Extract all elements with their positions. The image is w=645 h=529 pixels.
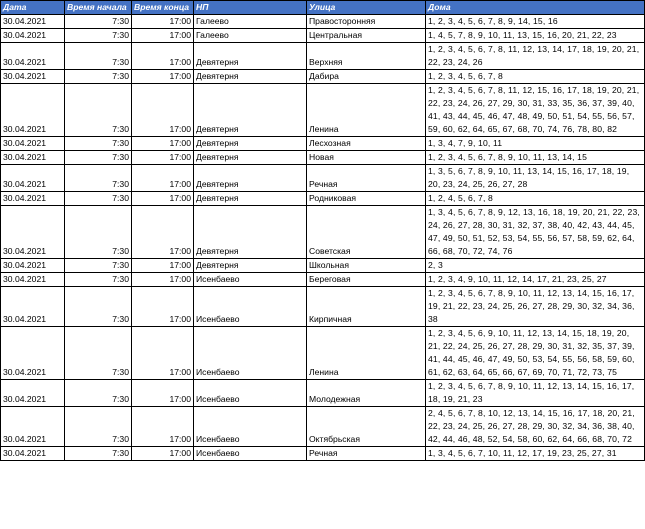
table-row — [1, 15, 645, 29]
cell-settlement[interactable]: Галеево — [194, 15, 307, 29]
cell-street[interactable]: Центральная — [307, 29, 426, 43]
cell-date[interactable]: 30.04.2021 — [1, 206, 65, 259]
cell-houses[interactable]: 1, 2, 3, 4, 5, 6, 7, 8, 9, 14, 15, 16 — [426, 15, 645, 29]
cell-start-time[interactable]: 7:30 — [65, 380, 132, 407]
header-end-time[interactable]: Время конца — [132, 1, 194, 15]
cell-houses[interactable]: 1, 2, 3, 4, 5, 6, 7, 8, 9, 10, 11, 13, 14, 15 — [426, 151, 645, 165]
header-settlement[interactable]: НП — [194, 1, 307, 15]
table-row — [1, 43, 645, 70]
cell-start-time[interactable]: 7:30 — [65, 407, 132, 447]
cell-houses[interactable]: 1, 2, 4, 5, 6, 7, 8 — [426, 192, 645, 206]
cell-start-time[interactable]: 7:30 — [65, 327, 132, 380]
cell-start-time[interactable]: 7:30 — [65, 192, 132, 206]
cell-street[interactable]: Ленина — [307, 327, 426, 380]
cell-settlement[interactable]: Девятерня — [194, 151, 307, 165]
cell-start-time[interactable]: 7:30 — [65, 15, 132, 29]
cell-street[interactable]: Кирпичная — [307, 287, 426, 327]
cell-settlement[interactable]: Исенбаево — [194, 273, 307, 287]
header-street[interactable]: Улица — [307, 1, 426, 15]
cell-settlement[interactable]: Девятерня — [194, 137, 307, 151]
cell-houses[interactable]: 1, 2, 3, 4, 9, 10, 11, 12, 14, 17, 21, 23, 25, 27 — [426, 273, 645, 287]
cell-date[interactable]: 30.04.2021 — [1, 29, 65, 43]
cell-settlement[interactable]: Девятерня — [194, 165, 307, 192]
cell-end-time[interactable]: 17:00 — [132, 192, 194, 206]
cell-settlement[interactable]: Девятерня — [194, 259, 307, 273]
cell-street[interactable]: Ленина — [307, 84, 426, 137]
cell-end-time[interactable]: 17:00 — [132, 137, 194, 151]
cell-street[interactable]: Школьная — [307, 259, 426, 273]
cell-settlement[interactable]: Исенбаево — [194, 407, 307, 447]
cell-houses[interactable]: 1, 2, 3, 4, 5, 6, 7, 8, 9, 10, 11, 12, 13, 14, 15, 16, 17, 19, 21, 22, 23, 24, 25, 26, 27, 28, 29, 30, 32, 34, 36, 38 — [426, 287, 645, 327]
cell-start-time[interactable]: 7:30 — [65, 287, 132, 327]
cell-street[interactable]: Родниковая — [307, 192, 426, 206]
cell-end-time[interactable]: 17:00 — [132, 70, 194, 84]
cell-date[interactable]: 30.04.2021 — [1, 447, 65, 461]
cell-date[interactable]: 30.04.2021 — [1, 84, 65, 137]
cell-houses[interactable]: 1, 2, 3, 4, 5, 6, 7, 8, 11, 12, 15, 16, 17, 18, 19, 20, 21, 22, 23, 24, 26, 27, 29, 30, 31, 33, 35, 36, 37, 39, 40, 41, 43, 44, 45, 46, 47, 48, 49, 50, 51, 54, 55, 56, 57, 59, 60, 62, 64, 65, 67, 68, 70, 74, 76, 78, 80, 82 — [426, 84, 645, 137]
cell-date[interactable]: 30.04.2021 — [1, 327, 65, 380]
cell-settlement[interactable]: Девятерня — [194, 43, 307, 70]
cell-end-time[interactable]: 17:00 — [132, 447, 194, 461]
table-row — [1, 165, 645, 192]
cell-start-time[interactable]: 7:30 — [65, 206, 132, 259]
cell-date[interactable]: 30.04.2021 — [1, 407, 65, 447]
table-row — [1, 151, 645, 165]
cell-end-time[interactable]: 17:00 — [132, 327, 194, 380]
cell-start-time[interactable]: 7:30 — [65, 84, 132, 137]
cell-date[interactable]: 30.04.2021 — [1, 165, 65, 192]
cell-street[interactable]: Верхняя — [307, 43, 426, 70]
cell-houses[interactable]: 1, 3, 4, 5, 6, 7, 10, 11, 12, 17, 19, 23, 25, 27, 31 — [426, 447, 645, 461]
cell-date[interactable]: 30.04.2021 — [1, 43, 65, 70]
cell-settlement[interactable]: Галеево — [194, 29, 307, 43]
cell-start-time[interactable]: 7:30 — [65, 137, 132, 151]
cell-date[interactable]: 30.04.2021 — [1, 380, 65, 407]
cell-end-time[interactable]: 17:00 — [132, 15, 194, 29]
cell-end-time[interactable]: 17:00 — [132, 151, 194, 165]
cell-start-time[interactable]: 7:30 — [65, 70, 132, 84]
cell-end-time[interactable]: 17:00 — [132, 287, 194, 327]
table-row — [1, 137, 645, 151]
table-row — [1, 29, 645, 43]
header-row — [1, 1, 645, 15]
cell-houses[interactable]: 1, 4, 5, 7, 8, 9, 10, 11, 13, 15, 16, 20, 21, 22, 23 — [426, 29, 645, 43]
table-row — [1, 192, 645, 206]
cell-end-time[interactable]: 17:00 — [132, 165, 194, 192]
cell-start-time[interactable]: 7:30 — [65, 165, 132, 192]
table-row — [1, 380, 645, 407]
cell-houses[interactable]: 1, 2, 3, 4, 5, 6, 7, 8, 11, 12, 13, 14, 17, 18, 19, 20, 21, 22, 23, 24, 26 — [426, 43, 645, 70]
cell-date[interactable]: 30.04.2021 — [1, 137, 65, 151]
cell-date[interactable]: 30.04.2021 — [1, 70, 65, 84]
header-start-time[interactable]: Время начала — [65, 1, 132, 15]
cell-settlement[interactable]: Исенбаево — [194, 380, 307, 407]
cell-houses[interactable]: 1, 3, 4, 5, 6, 7, 8, 9, 12, 13, 16, 18, 19, 20, 21, 22, 23, 24, 26, 27, 28, 30, 31, 32, 37, 38, 40, 42, 43, 44, 45, 47, 49, 50, 51, 52, 53, 54, 55, 56, 57, 58, 59, 62, 64, 66, 68, 70, 72, 74, 76 — [426, 206, 645, 259]
cell-street[interactable]: Береговая — [307, 273, 426, 287]
table-row — [1, 206, 645, 259]
cell-settlement[interactable]: Девятерня — [194, 192, 307, 206]
cell-street[interactable]: Молодежная — [307, 380, 426, 407]
table-body — [1, 15, 645, 461]
cell-end-time[interactable]: 17:00 — [132, 380, 194, 407]
cell-houses[interactable]: 1, 2, 3, 4, 5, 6, 7, 8 — [426, 70, 645, 84]
cell-houses[interactable]: 1, 2, 3, 4, 5, 6, 9, 10, 11, 12, 13, 14, 15, 18, 19, 20, 21, 22, 24, 25, 26, 27, 28, 29, 30, 31, 32, 35, 37, 39, 41, 44, 45, 46, 47, 49, 50, 53, 54, 55, 56, 58, 59, 60, 61, 62, 63, 64, 65, 66, 67, 69, 70, 71, 72, 73, 75 — [426, 327, 645, 380]
cell-end-time[interactable]: 17:00 — [132, 206, 194, 259]
cell-date[interactable]: 30.04.2021 — [1, 151, 65, 165]
table-row — [1, 447, 645, 461]
cell-street[interactable]: Речная — [307, 165, 426, 192]
header-houses[interactable]: Дома — [426, 1, 645, 15]
cell-start-time[interactable]: 7:30 — [65, 43, 132, 70]
table-row — [1, 70, 645, 84]
table-row — [1, 407, 645, 447]
cell-settlement[interactable]: Девятерня — [194, 70, 307, 84]
cell-date[interactable]: 30.04.2021 — [1, 259, 65, 273]
table-row — [1, 327, 645, 380]
cell-houses[interactable]: 1, 3, 4, 7, 9, 10, 11 — [426, 137, 645, 151]
cell-street[interactable]: Речная — [307, 447, 426, 461]
cell-end-time[interactable]: 17:00 — [132, 407, 194, 447]
cell-start-time[interactable]: 7:30 — [65, 447, 132, 461]
cell-houses[interactable]: 2, 3 — [426, 259, 645, 273]
cell-street[interactable]: Октябрьская — [307, 407, 426, 447]
cell-start-time[interactable]: 7:30 — [65, 273, 132, 287]
cell-end-time[interactable]: 17:00 — [132, 259, 194, 273]
cell-houses[interactable]: 1, 3, 5, 6, 7, 8, 9, 10, 11, 13, 14, 15, 16, 17, 18, 19, 20, 23, 24, 25, 26, 27, 28 — [426, 165, 645, 192]
cell-date[interactable]: 30.04.2021 — [1, 287, 65, 327]
cell-start-time[interactable]: 7:30 — [65, 259, 132, 273]
cell-street[interactable]: Новая — [307, 151, 426, 165]
table-row — [1, 259, 645, 273]
cell-settlement[interactable]: Исенбаево — [194, 327, 307, 380]
cell-settlement[interactable]: Девятерня — [194, 84, 307, 137]
cell-end-time[interactable]: 17:00 — [132, 43, 194, 70]
table-row — [1, 84, 645, 137]
cell-houses[interactable]: 1, 2, 3, 4, 5, 6, 7, 8, 9, 10, 11, 12, 13, 14, 15, 16, 17, 18, 19, 21, 23 — [426, 380, 645, 407]
table-row — [1, 273, 645, 287]
cell-end-time[interactable]: 17:00 — [132, 84, 194, 137]
cell-date[interactable]: 30.04.2021 — [1, 15, 65, 29]
cell-date[interactable]: 30.04.2021 — [1, 273, 65, 287]
cell-street[interactable]: Лесхозная — [307, 137, 426, 151]
cell-end-time[interactable]: 17:00 — [132, 29, 194, 43]
cell-street[interactable]: Дабира — [307, 70, 426, 84]
cell-settlement[interactable]: Исенбаево — [194, 447, 307, 461]
cell-start-time[interactable]: 7:30 — [65, 29, 132, 43]
cell-settlement[interactable]: Девятерня — [194, 206, 307, 259]
header-date[interactable]: Дата — [1, 1, 65, 15]
cell-street[interactable]: Советская — [307, 206, 426, 259]
cell-end-time[interactable]: 17:00 — [132, 273, 194, 287]
cell-houses[interactable]: 2, 4, 5, 6, 7, 8, 10, 12, 13, 14, 15, 16, 17, 18, 20, 21, 22, 23, 24, 25, 26, 27, 28, 29, 30, 32, 34, 36, 38, 40, 42, 44, 46, 48, 52, 54, 58, 60, 62, 64, 66, 68, 70, 72 — [426, 407, 645, 447]
table-row — [1, 287, 645, 327]
cell-street[interactable]: Правосторонняя — [307, 15, 426, 29]
cell-date[interactable]: 30.04.2021 — [1, 192, 65, 206]
cell-start-time[interactable]: 7:30 — [65, 151, 132, 165]
cell-settlement[interactable]: Исенбаево — [194, 287, 307, 327]
